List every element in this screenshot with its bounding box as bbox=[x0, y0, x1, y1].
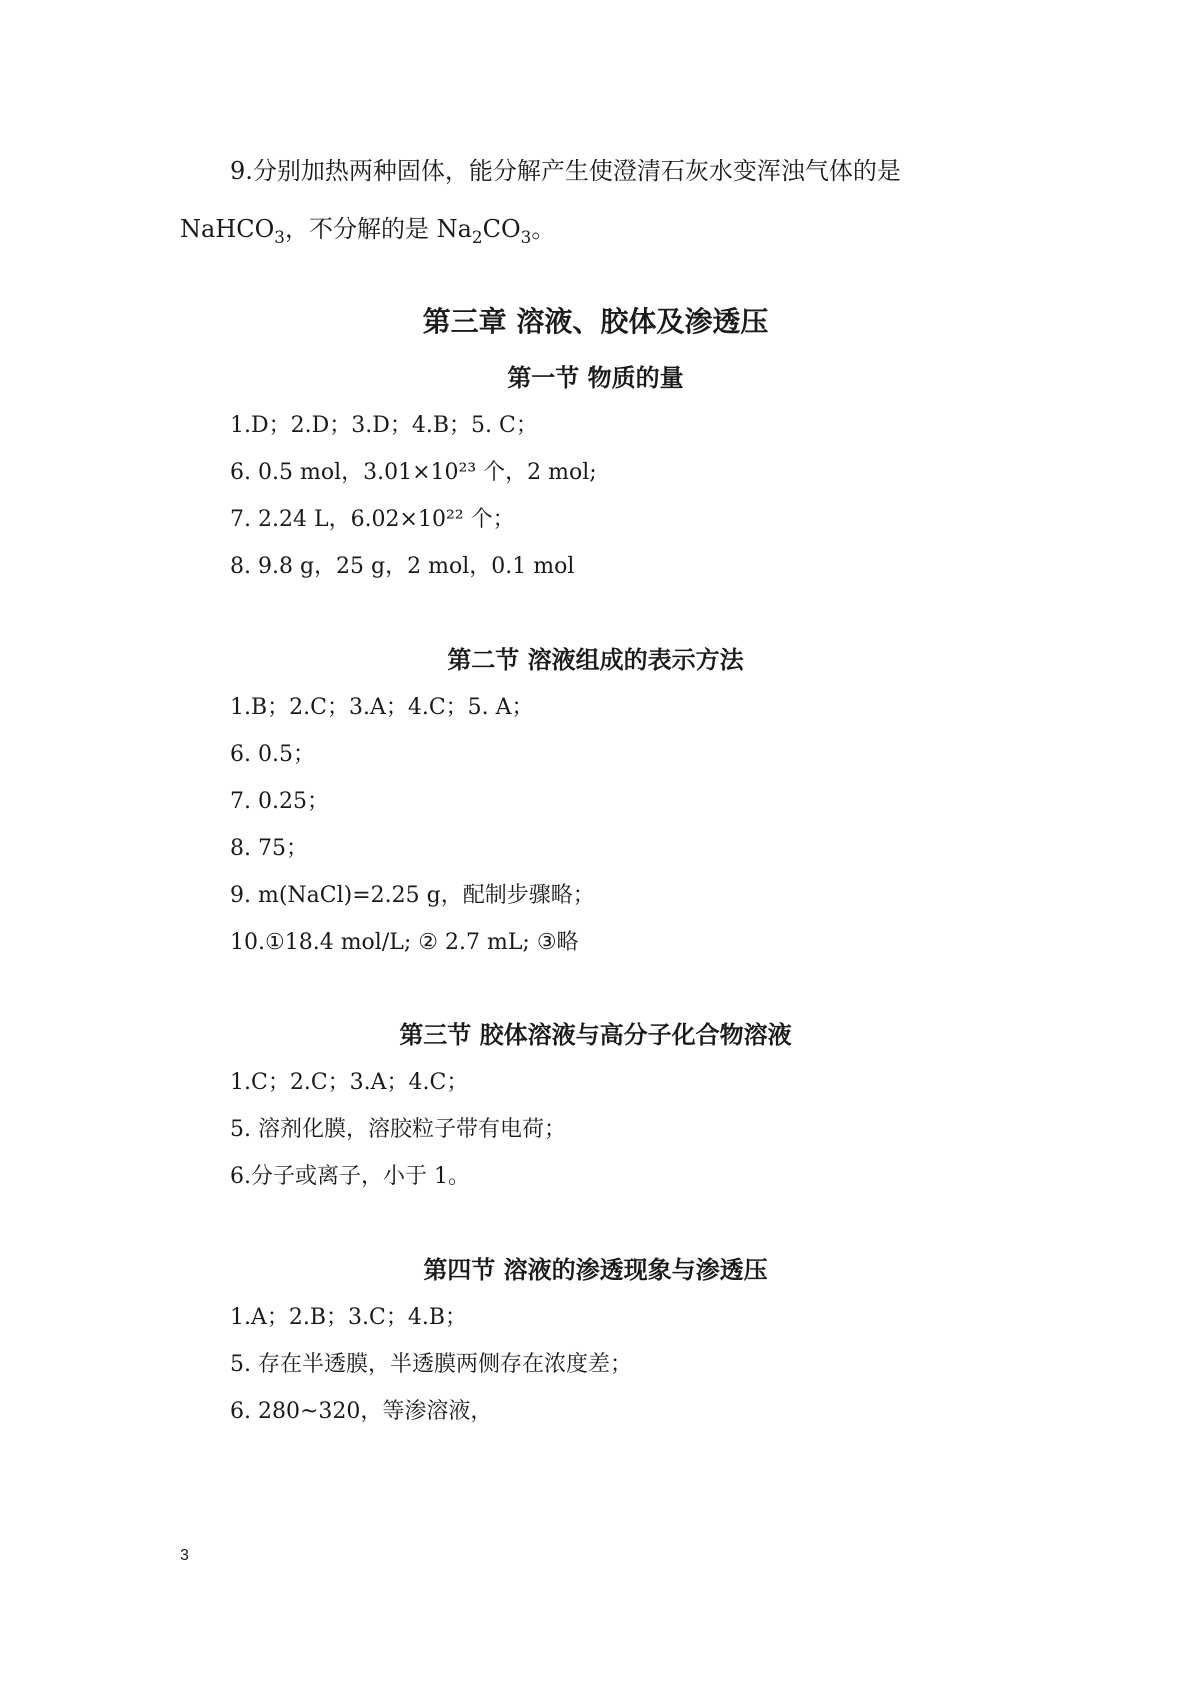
section-2-line-3: 7. 0.25； bbox=[230, 789, 329, 814]
section-title-3: 第三节 胶体溶液与高分子化合物溶液 bbox=[399, 1020, 792, 1049]
section-1-line-1: 1.D；2.D；3.D；4.B；5. C； bbox=[230, 413, 538, 438]
section-3-line-3: 6.分子或离子，小于 1。 bbox=[230, 1164, 470, 1189]
section-title-4: 第四节 溶液的渗透现象与渗透压 bbox=[423, 1255, 768, 1284]
section-2-line-6: 10.①18.4 mol/L; ② 2.7 mL; ③略 bbox=[230, 930, 579, 955]
section-1-line-2: 6. 0.5 mol，3.01×10²³ 个，2 mol; bbox=[230, 460, 597, 485]
section-title-1: 第一节 物质的量 bbox=[507, 363, 684, 392]
section-3-line-1: 1.C；2.C；3.A；4.C； bbox=[230, 1070, 469, 1095]
intro-text-a: 9.分别加热两种固体，能分解产生使澄清石灰水变浑浊气体的是 NaHCO bbox=[180, 157, 901, 243]
intro-subscript-3: 3 bbox=[520, 226, 532, 247]
intro-subscript-2: 2 bbox=[471, 226, 483, 247]
intro-text-d: 。 bbox=[531, 215, 556, 243]
section-2-line-5: 9. m(NaCl)=2.25 g，配制步骤略； bbox=[230, 883, 595, 908]
section-4-line-3: 6. 280~320，等渗溶液， bbox=[230, 1399, 493, 1424]
section-4-line-2: 5. 存在半透膜，半透膜两侧存在浓度差； bbox=[230, 1352, 632, 1377]
section-3-line-2: 5. 溶剂化膜，溶胶粒子带有电荷； bbox=[230, 1117, 566, 1142]
section-1-line-4: 8. 9.8 g，25 g，2 mol，0.1 mol bbox=[230, 554, 575, 579]
intro-text-c: CO bbox=[482, 215, 521, 243]
section-4-line-1: 1.A；2.B；3.C；4.B； bbox=[230, 1305, 468, 1330]
intro-subscript-1: 3 bbox=[274, 226, 285, 247]
intro-paragraph bbox=[180, 142, 940, 258]
page-number: 3 bbox=[180, 1547, 189, 1564]
section-2-line-4: 8. 75； bbox=[230, 836, 308, 861]
section-2-line-2: 6. 0.5； bbox=[230, 742, 315, 767]
intro-text-b: ，不分解的是 Na bbox=[284, 215, 472, 243]
section-2-line-1: 1.B；2.C；3.A；4.C；5. A； bbox=[230, 695, 534, 720]
chapter-title: 第三章 溶液、胶体及渗透压 bbox=[422, 305, 769, 338]
section-title-2: 第二节 溶液组成的表示方法 bbox=[447, 645, 744, 674]
section-1-line-3: 7. 2.24 L，6.02×10²² 个； bbox=[230, 507, 515, 532]
